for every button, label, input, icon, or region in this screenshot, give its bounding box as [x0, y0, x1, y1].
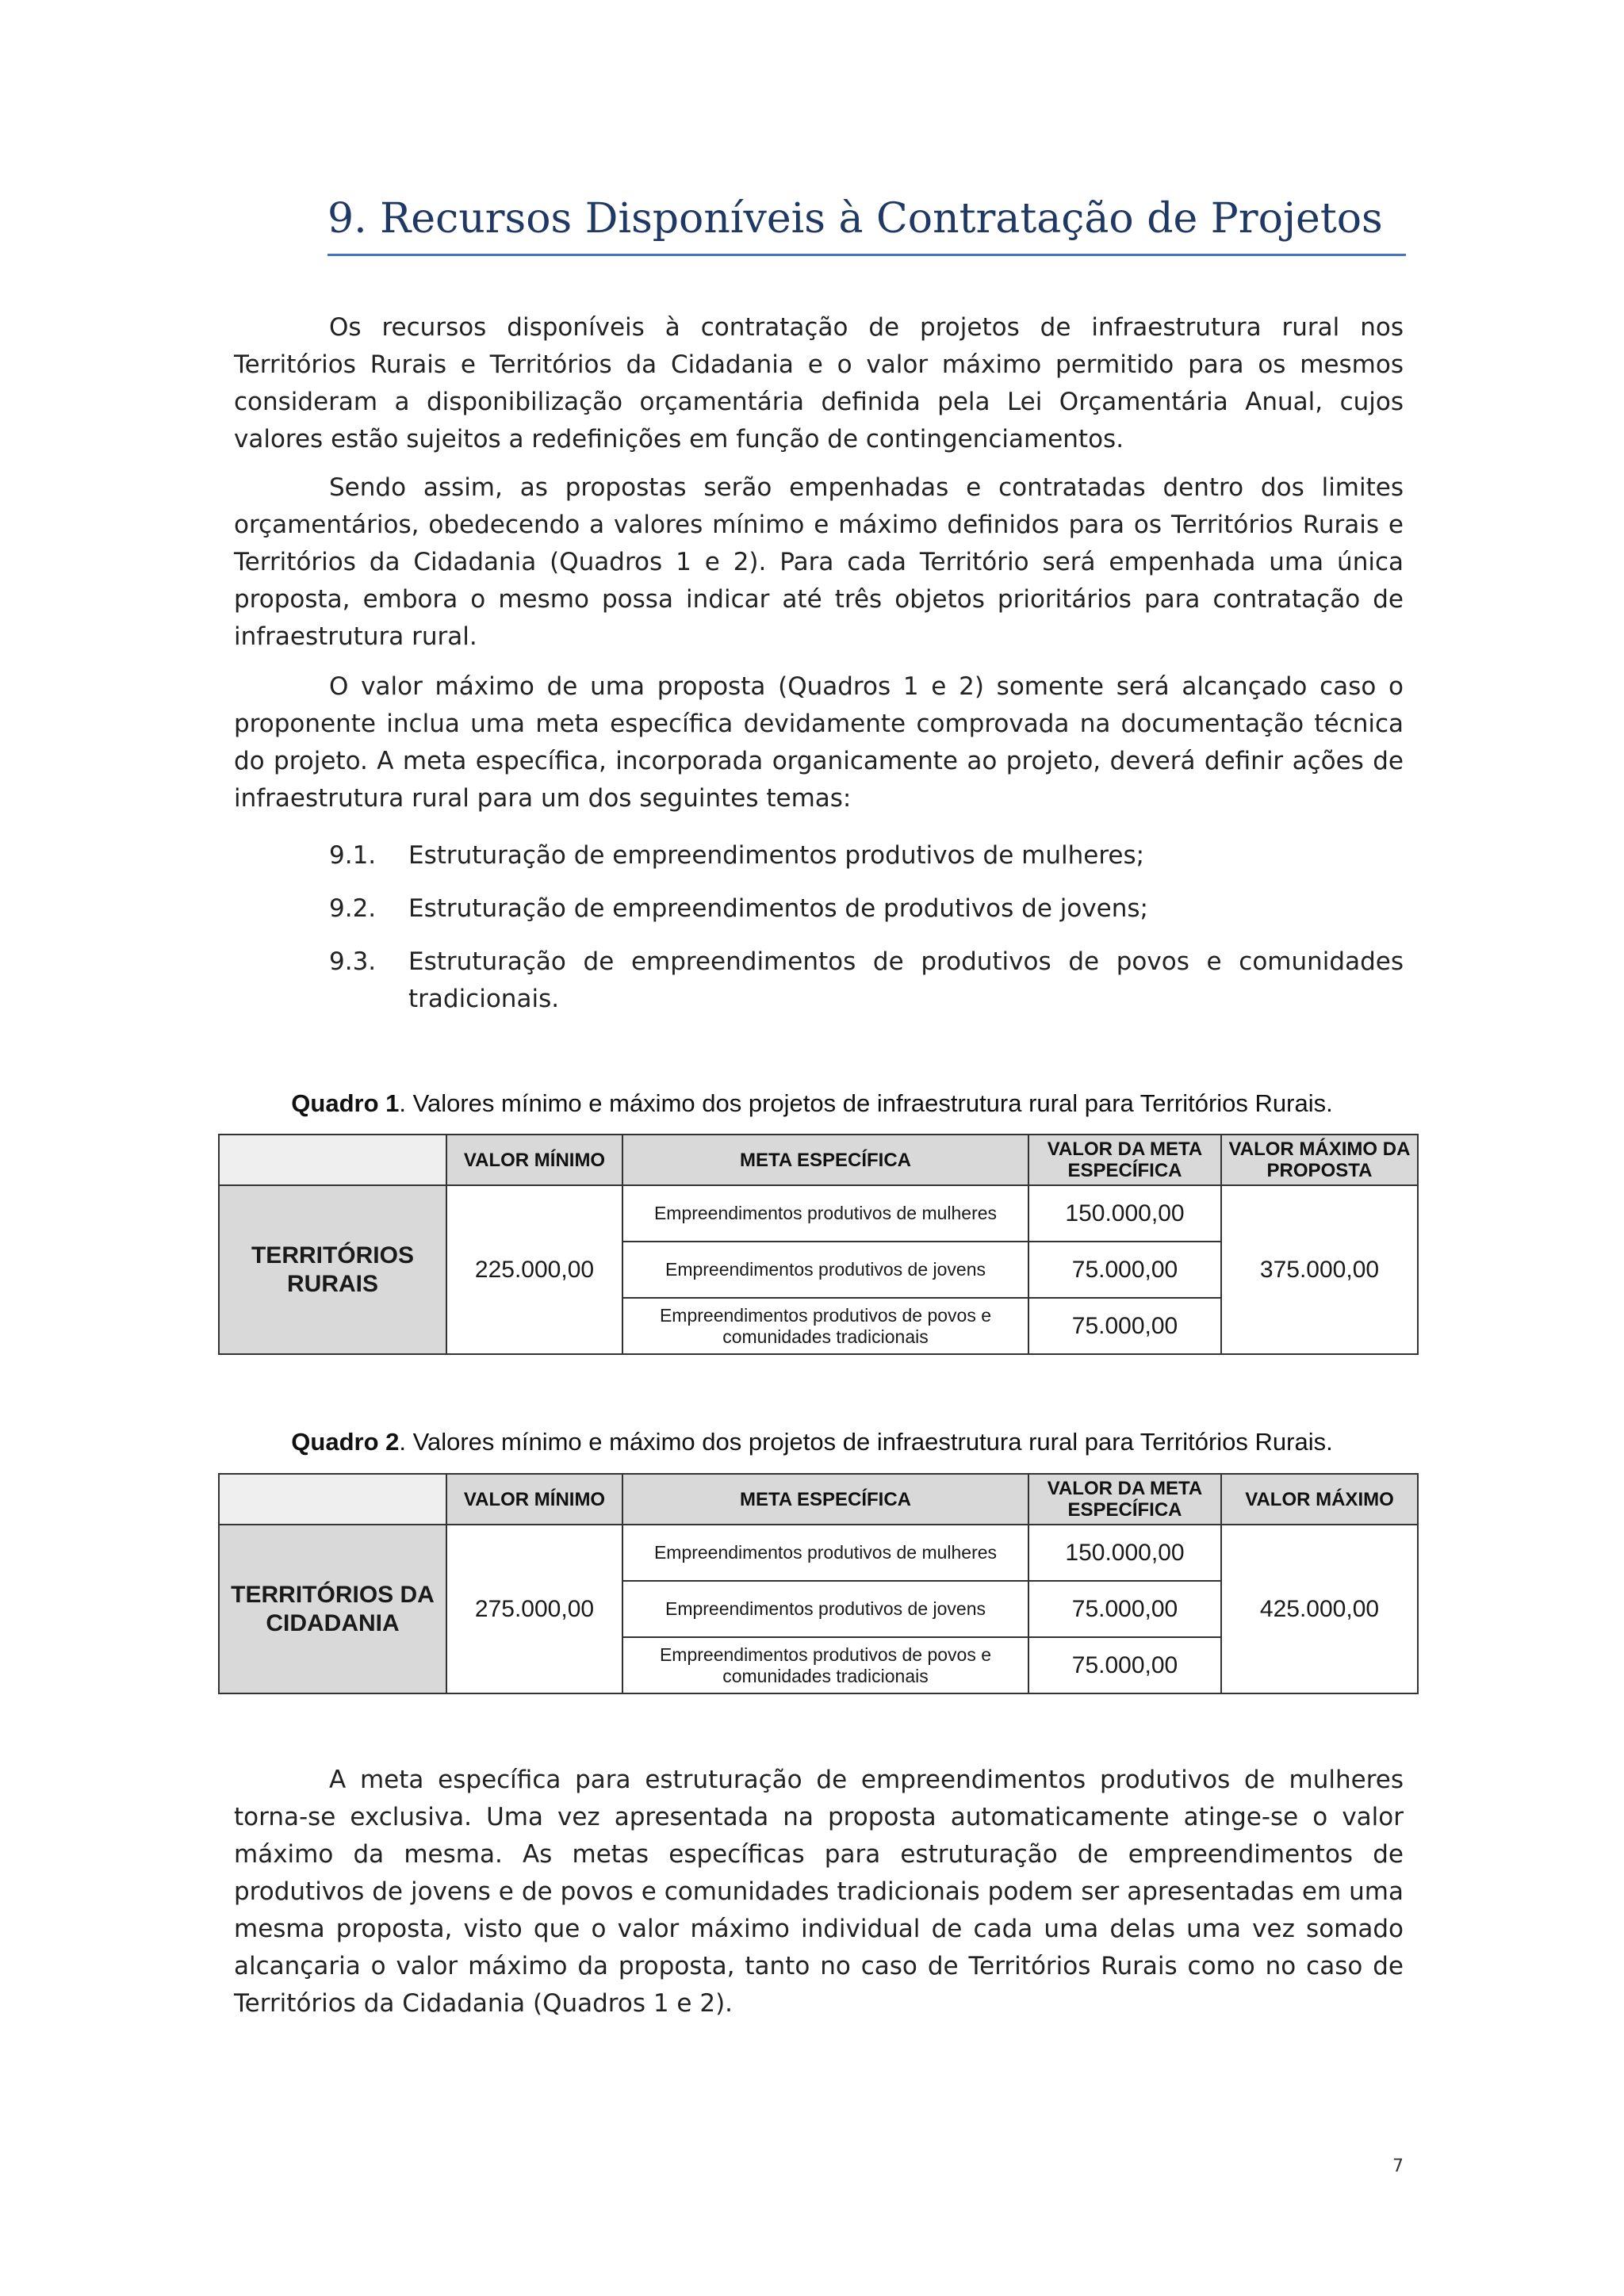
- meta-valor-cell: 150.000,00: [1028, 1525, 1221, 1581]
- header-valor-maximo: VALOR MÁXIMO: [1221, 1474, 1418, 1525]
- header-meta-especifica: META ESPECÍFICA: [622, 1135, 1028, 1185]
- quadro2-table: [218, 1473, 1419, 1694]
- meta-valor-cell: 75.000,00: [1028, 1637, 1221, 1693]
- table-row: [219, 1185, 1418, 1242]
- list-item: [329, 837, 1404, 874]
- paragraph-specific-goal: O valor máximo de uma proposta (Quadros 1 e 2) somente será alcançado caso o proponente inclua uma meta específica devidamente comprovada na documentação técnica do projeto. A meta específica, incorporada organicamente ao projeto, deverá definir ações de infraestrutura rural para um dos seguintes temas:: [234, 672, 1404, 813]
- quadro1-caption-label: Quadro 1: [291, 1089, 400, 1117]
- list-item-number: 9.1.: [329, 841, 377, 870]
- list-item: [329, 943, 1404, 1018]
- meta-cell: Empreendimentos produtivos de jovens: [622, 1581, 1028, 1637]
- quadro1-table: [218, 1134, 1419, 1355]
- themes-list: [329, 837, 1404, 1034]
- header-blank-cell: [219, 1474, 446, 1525]
- valor-minimo-cell: 225.000,00: [446, 1185, 622, 1354]
- header-valor-meta: VALOR DA META ESPECÍFICA: [1028, 1135, 1221, 1185]
- territory-cell: TERRITÓRIOS RURAIS: [219, 1185, 446, 1354]
- header-valor-minimo: VALOR MÍNIMO: [446, 1135, 622, 1185]
- page-number: 7: [1392, 2156, 1404, 2176]
- header-valor-maximo: VALOR MÁXIMO DA PROPOSTA: [1221, 1135, 1418, 1185]
- list-item-text: Estruturação de empreendimentos de produtivos de jovens;: [408, 894, 1148, 923]
- header-valor-minimo: VALOR MÍNIMO: [446, 1474, 622, 1525]
- table-row: [219, 1525, 1418, 1581]
- header-meta-especifica: META ESPECÍFICA: [622, 1474, 1028, 1525]
- list-item: [329, 890, 1404, 928]
- meta-cell: Empreendimentos produtivos de mulheres: [622, 1525, 1028, 1581]
- territory-cell: TERRITÓRIOS DA CIDADANIA: [219, 1525, 446, 1693]
- list-item-number: 9.2.: [329, 894, 377, 923]
- list-item-text: Estruturação de empreendimentos produtivos de mulheres;: [408, 841, 1145, 870]
- meta-cell: Empreendimentos produtivos de povos e comunidades tradicionais: [622, 1298, 1028, 1354]
- header-valor-meta: VALOR DA META ESPECÍFICA: [1028, 1474, 1221, 1525]
- meta-valor-cell: 150.000,00: [1028, 1185, 1221, 1242]
- list-item-number: 9.3.: [329, 947, 377, 976]
- paragraph-exclusive-goal: A meta específica para estruturação de empreendimentos produtivos de mulheres torna-se exclusiva. Uma vez apresentada na proposta automaticamente atinge-se o valor máximo da mesma. As metas específicas para estruturação de empreendimentos de produtivos de jovens e de povos e comunidades tradicionais podem ser apresentadas em uma mesma proposta, visto que o valor máximo individual de cada uma delas uma vez somado alcançaria o valor máximo da proposta, tanto no caso de Territórios Rurais como no caso de Territórios da Cidadania (Quadros 1 e 2).: [234, 1766, 1404, 2018]
- quadro1-caption: [0, 1089, 1624, 1118]
- valor-minimo-cell: 275.000,00: [446, 1525, 622, 1693]
- header-blank-cell: [219, 1135, 446, 1185]
- meta-valor-cell: 75.000,00: [1028, 1298, 1221, 1354]
- meta-cell: Empreendimentos produtivos de povos e comunidades tradicionais: [622, 1637, 1028, 1693]
- meta-valor-cell: 75.000,00: [1028, 1581, 1221, 1637]
- paragraph-resources: Os recursos disponíveis à contratação de projetos de infraestrutura rural nos Territórios Rurais e Territórios da Cidadania e o valor máximo permitido para os mesmos consideram a disponibilização orçamentária definida pela Lei Orçamentária Anual, cujos valores estão sujeitos a redefinições em função de contingenciamentos.: [234, 313, 1404, 453]
- paragraph-budget-limits: Sendo assim, as propostas serão empenhadas e contratadas dentro dos limites orçamentários, obedecendo a valores mínimo e máximo definidos para os Territórios Rurais e Territórios da Cidadania (Quadros 1 e 2). Para cada Território será empenhada uma única proposta, embora o mesmo possa indicar até três objetos prioritários para contratação de infraestrutura rural.: [234, 473, 1404, 651]
- quadro1-caption-text: . Valores mínimo e máximo dos projetos de infraestrutura rural para Territórios Rurais.: [399, 1089, 1333, 1117]
- quadro2-caption: [0, 1428, 1624, 1456]
- valor-maximo-cell: 425.000,00: [1221, 1525, 1418, 1693]
- meta-valor-cell: 75.000,00: [1028, 1242, 1221, 1298]
- list-item-text: Estruturação de empreendimentos de produtivos de povos e comunidades tradicionais.: [408, 947, 1404, 1013]
- meta-cell: Empreendimentos produtivos de mulheres: [622, 1185, 1028, 1242]
- quadro2-caption-label: Quadro 2: [291, 1428, 400, 1456]
- table-header-row: [219, 1135, 1418, 1185]
- section-heading: 9. Recursos Disponíveis à Contratação de Projetos: [327, 190, 1406, 256]
- table-header-row: [219, 1474, 1418, 1525]
- valor-maximo-cell: 375.000,00: [1221, 1185, 1418, 1354]
- quadro2-caption-text: . Valores mínimo e máximo dos projetos de infraestrutura rural para Territórios Rurais.: [399, 1428, 1333, 1456]
- meta-cell: Empreendimentos produtivos de jovens: [622, 1242, 1028, 1298]
